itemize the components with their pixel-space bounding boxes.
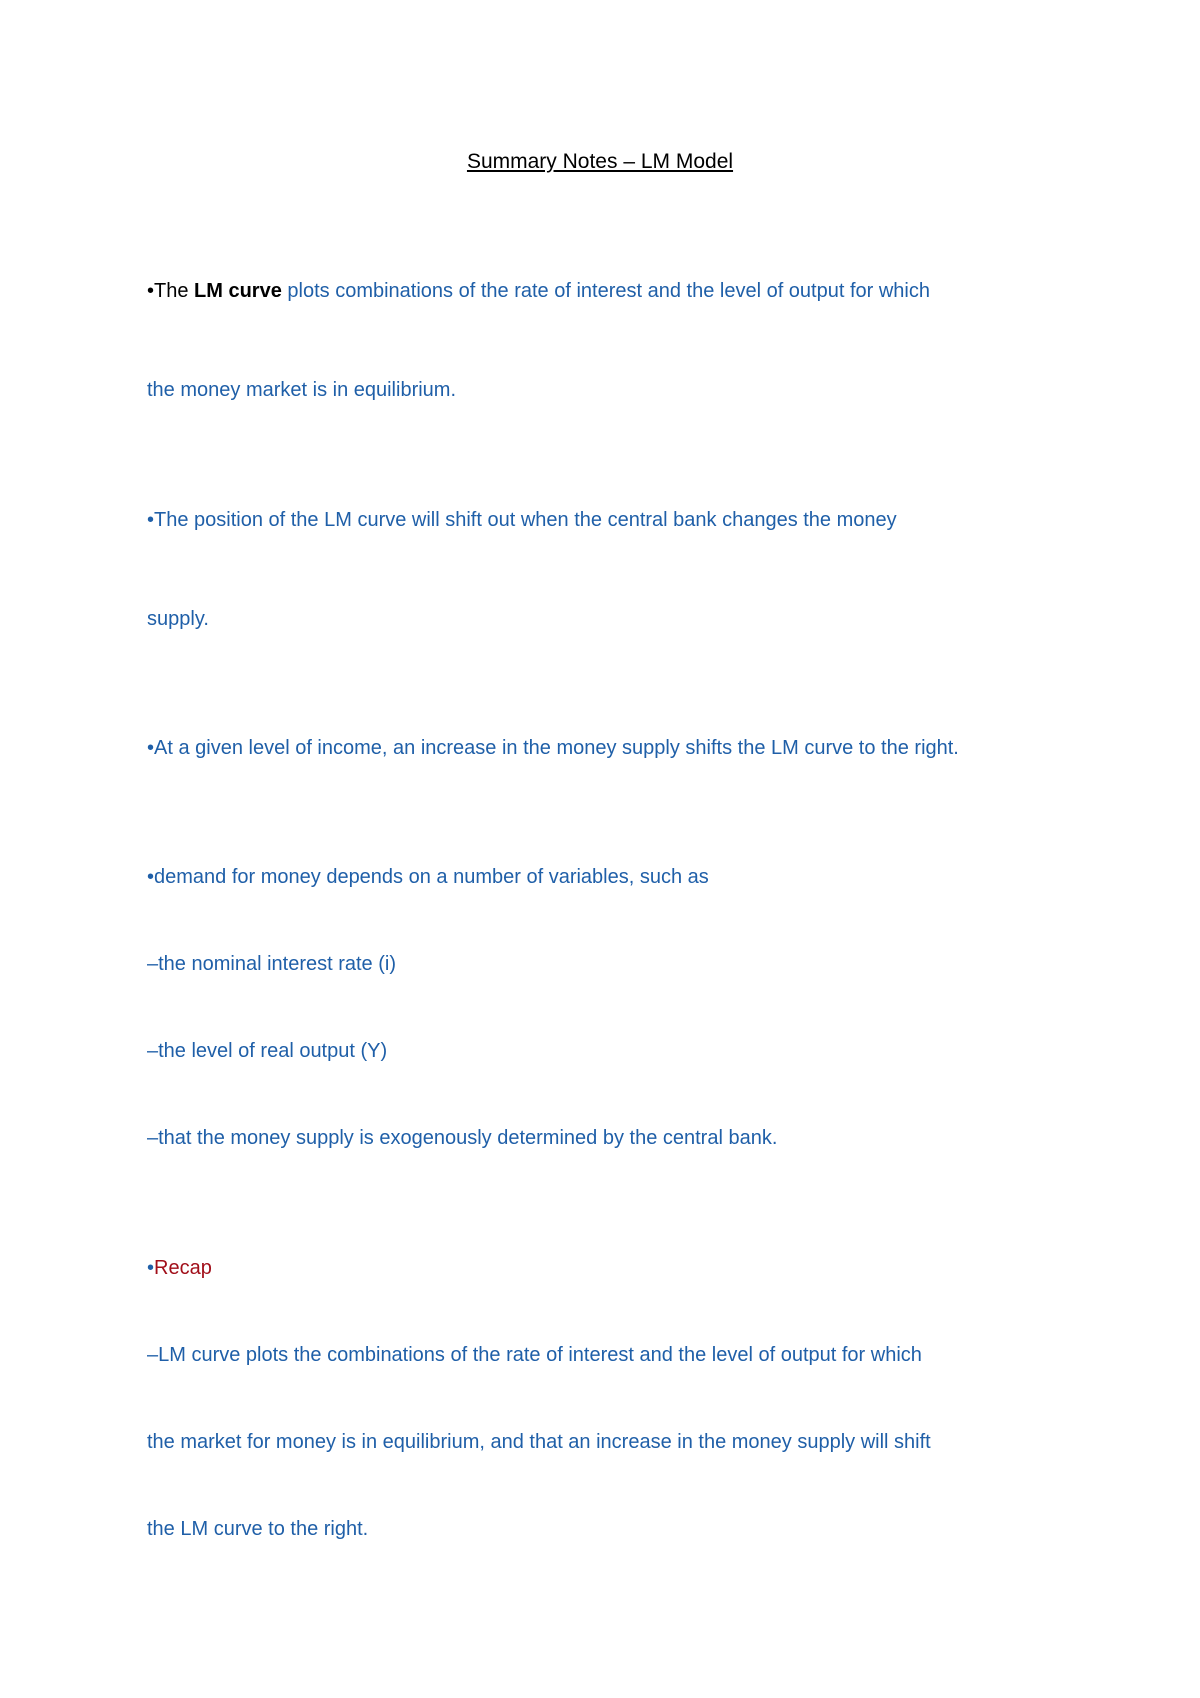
recap-line-3: the LM curve to the right. <box>147 1518 369 1540</box>
recap-heading <box>147 1256 212 1280</box>
recap-line-2: the market for money is in equilibrium, and that an increase in the money supply will shift <box>147 1431 931 1453</box>
bullet-4-sub-3: –that the money supply is exogenously determined by the central bank. <box>147 1127 778 1149</box>
bullet-4-sub-2: –the level of real output (Y) <box>147 1040 388 1062</box>
recap-bullet: • <box>147 1257 155 1279</box>
recap-label: Recap <box>154 1257 212 1279</box>
bullet-1-line-2: the money market is in equilibrium. <box>147 379 457 401</box>
recap-line-1: –LM curve plots the combinations of the rate of interest and the level of output for which <box>147 1344 922 1366</box>
bullet-1-emphasis: LM curve <box>194 280 282 302</box>
bullet-3-line-1: •At a given level of income, an increase in the money supply shifts the LM curve to the right. <box>147 737 959 759</box>
bullet-1-rest: plots combinations of the rate of interest and the level of output for which <box>281 280 930 302</box>
bullet-1-prefix: •The <box>147 280 195 302</box>
bullet-4-line-1: •demand for money depends on a number of variables, such as <box>147 866 709 888</box>
page-title: Summary Notes – LM Model <box>466 150 734 173</box>
bullet-1-line-1 <box>147 279 930 303</box>
bullet-2-line-2: supply. <box>147 608 209 630</box>
bullet-4-sub-1: –the nominal interest rate (i) <box>147 953 397 975</box>
bullet-2-line-1: •The position of the LM curve will shift out when the central bank changes the money <box>147 509 897 531</box>
